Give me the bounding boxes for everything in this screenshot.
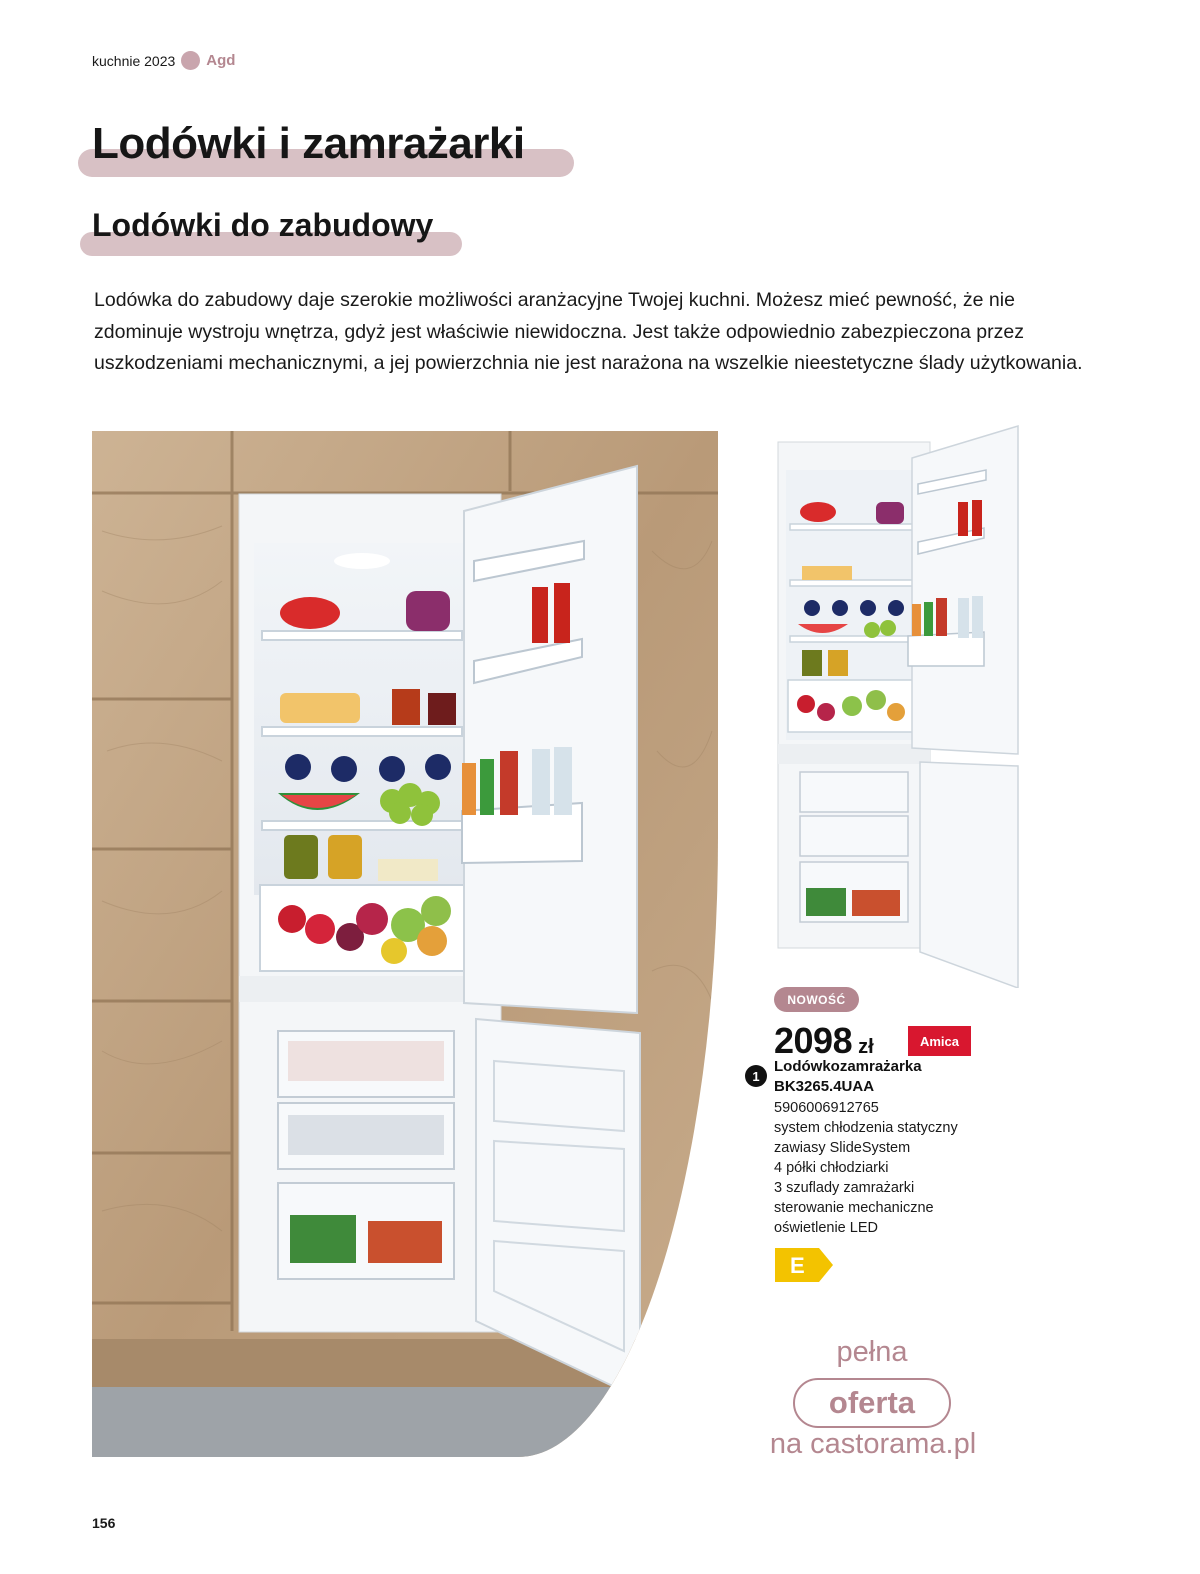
- product-ean: 5906006912765: [774, 1100, 879, 1116]
- section-title: Lodówki do zabudowy: [92, 207, 434, 243]
- promo-website-link[interactable]: na castorama.pl: [769, 1428, 977, 1460]
- product-model: BK3265.4UAA: [774, 1078, 875, 1095]
- product-name-line1: Lodówkozamrażarka: [774, 1058, 922, 1075]
- breadcrumb-section[interactable]: Agd: [206, 52, 236, 69]
- promo-offer-button[interactable]: oferta: [793, 1378, 951, 1428]
- new-badge: NOWOŚĆ: [774, 987, 859, 1012]
- energy-class-letter: E: [790, 1253, 805, 1278]
- feature-item: sterowanie mechaniczne: [774, 1200, 934, 1216]
- feature-item: zawiasy SlideSystem: [774, 1140, 911, 1156]
- feature-list: [774, 1118, 958, 1238]
- price: [774, 1020, 874, 1062]
- page-number: 156: [92, 1515, 116, 1531]
- page-title-block: [78, 115, 574, 177]
- price-amount: 2098: [774, 1020, 853, 1061]
- breadcrumb: [92, 51, 235, 70]
- breadcrumb-dot-icon: [181, 51, 200, 70]
- product-name[interactable]: [774, 1057, 922, 1097]
- feature-item: oświetlenie LED: [774, 1220, 878, 1236]
- price-currency: zł: [858, 1036, 874, 1058]
- feature-item: 3 szuflady zamrażarki: [774, 1180, 915, 1196]
- brand-logo: Amica: [908, 1026, 971, 1056]
- section-title-block: [80, 204, 462, 256]
- energy-class-label: [775, 1248, 835, 1282]
- product-number-badge: 1: [745, 1065, 767, 1087]
- product-thumbnail[interactable]: [772, 422, 1022, 988]
- fridge-thumbnail-image: [772, 422, 1022, 988]
- breadcrumb-catalog: kuchnie 2023: [92, 52, 176, 69]
- promo-line-1: pełna: [836, 1336, 908, 1368]
- page-title: Lodówki i zamrażarki: [92, 119, 525, 168]
- product-photo: [92, 431, 718, 1457]
- feature-item: system chłodzenia statyczny: [774, 1120, 958, 1136]
- feature-item: 4 półki chłodziarki: [774, 1160, 889, 1176]
- intro-paragraph: Lodówka do zabudowy daje szerokie możliwości aranżacyjne Twojej kuchni. Możesz mieć pewność, że nie zdominuje wystroju wnętrza, gdyż jest właściwie niewidoczna. Jest także odpowiednio zabezpieczona przez uszkodzeniami mechanicznymi, a jej powierzchnia nie jest narażona na wszelkie nieestetyczne ślady użytkowania.: [94, 289, 1083, 374]
- fridge-in-cabinet-image: [92, 431, 718, 1457]
